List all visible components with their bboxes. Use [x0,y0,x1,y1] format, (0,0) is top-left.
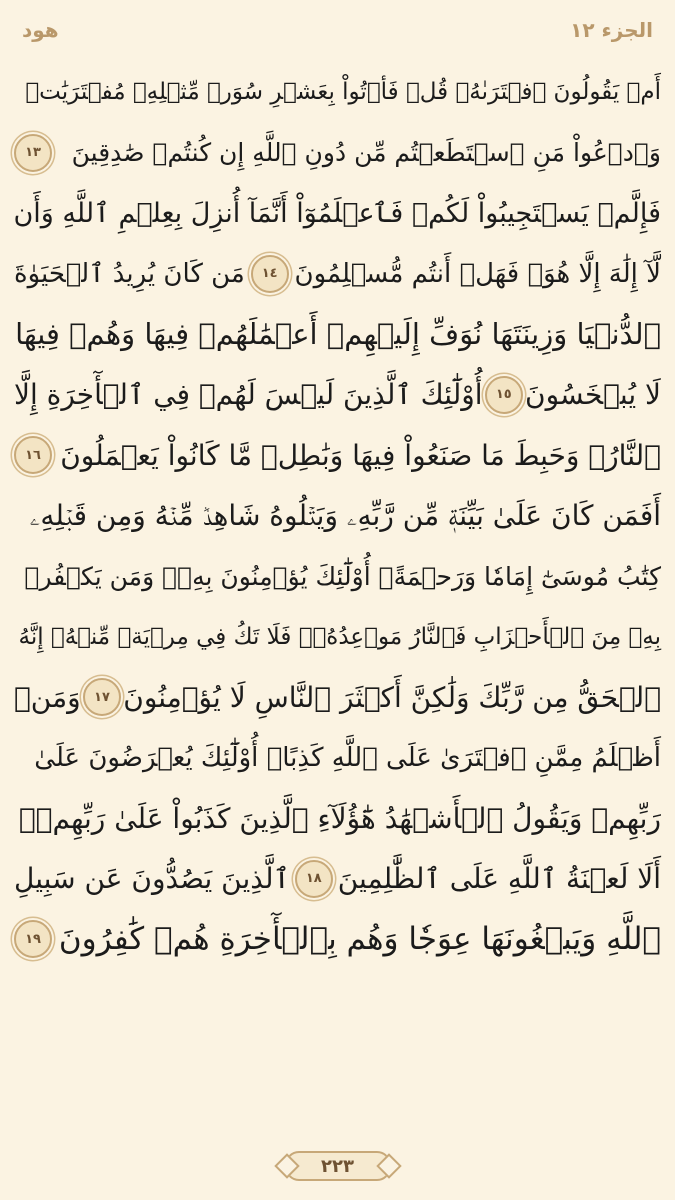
surah-name: هود [22,18,59,42]
text-line [14,486,661,547]
text-line [14,607,661,668]
verse-text: مَن كَانَ يُرِيدُ ٱلۡحَيَوٰةَ [14,258,245,289]
verse-text: بِهِۦ مِنَ ٱلۡأَحۡزَابِ فَٱلنَّارُ مَوۡعِدُهُۥۚ فَلَا تَكُ فِي مِرۡيَةٖ مِّنۡهُۚ إِنَّهُ [18,623,661,650]
text-line [14,849,661,910]
verse-text: لَا يُبۡخَسُونَ [525,378,661,412]
verse-text: ٱلۡحَقُّ مِن رَّبِّكَ وَلَٰكِنَّ أَكۡثَرَ ٱلنَّاسِ لَا يُؤۡمِنُونَ [123,680,661,714]
page-number-badge [285,1151,391,1181]
verse-text: ٱللَّهِ وَيَبۡغُونَهَا عِوَجٗا وَهُم بِٱلۡأٓخِرَةِ هُمۡ كَٰفِرُونَ [58,921,661,958]
ayah-number-marker: ١٥ [485,376,523,414]
text-line [14,546,661,607]
verse-text: أَظۡلَمُ مِمَّنِ ٱفۡتَرَىٰ عَلَى ٱللَّهِ كَذِبًاۚ أُوْلَٰٓئِكَ يُعۡرَضُونَ عَلَىٰ [34,742,661,773]
ayah-number-marker: ١٣ [14,134,52,172]
page-header [0,0,675,60]
verse-text: فَإِلَّمۡ يَسۡتَجِيبُواْ لَكُمۡ فَٱعۡلَمُوٓاْ أَنَّمَآ أُنزِلَ بِعِلۡمِ ٱللَّهِ وَأَن [13,197,661,229]
verse-text: ٱلدُّنۡيَا وَزِينَتَهَا نُوَفِّ إِلَيۡهِمۡ أَعۡمَٰلَهُمۡ فِيهَا وَهُمۡ فِيهَا [15,317,661,352]
verse-text: ٱلَّذِينَ يَصُدُّونَ عَن سَبِيلِ [14,862,290,896]
text-line [14,244,661,305]
verse-text: وَٱدۡعُواْ مَنِ ٱسۡتَطَعۡتُم مِّن دُونِ ٱللَّهِ إِن كُنتُمۡ صَٰدِقِينَ [71,138,661,168]
text-line [14,183,661,244]
verse-text: كِتَٰبُ مُوسَىٰٓ إِمَامٗا وَرَحۡمَةًۚ أُوْلَٰٓئِكَ يُؤۡمِنُونَ بِهِۦۚ وَمَن يَكۡفُرۡ [24,561,661,591]
ayah-number-marker: ١٤ [251,255,289,293]
verse-text: وَمَنۡ [14,680,81,714]
verse-text: رَبِّهِمۡ وَيَقُولُ ٱلۡأَشۡهَٰدُ هَٰٓؤُلَآءِ ٱلَّذِينَ كَذَبُواْ عَلَىٰ رَبِّهِمۡۚ [18,801,661,835]
ayah-number-marker: ١٨ [295,860,333,898]
page-footer [0,1146,675,1186]
verse-text: أَفَمَن كَانَ عَلَىٰ بَيِّنَةٖ مِّن رَّبِّهِۦ وَيَتۡلُوهُ شَاهِدٞ مِّنۡهُ وَمِن قَبۡلِهِۦ [29,498,661,532]
verse-text: ٱلنَّارُۖ وَحَبِطَ مَا صَنَعُواْ فِيهَا وَبَٰطِلٞ مَّا كَانُواْ يَعۡمَلُونَ [60,438,661,472]
text-line [14,123,661,184]
verse-text: أَلَا لَعۡنَةُ ٱللَّهِ عَلَى ٱلظَّٰلِمِينَ [337,862,661,896]
verse-text: أُوْلَٰٓئِكَ ٱلَّذِينَ لَيۡسَ لَهُمۡ فِي ٱلۡأٓخِرَةِ إِلَّا [14,378,483,412]
page-number: ٢٢٣ [321,1155,354,1177]
juz-label: الجزء ١٢ [570,18,653,42]
text-line [14,728,661,789]
ayah-number-marker: ١٧ [83,678,121,716]
text-line [14,304,661,365]
text-line [14,788,661,849]
verse-text: لَّآ إِلَٰهَ إِلَّا هُوَۖ فَهَلۡ أَنتُم مُّسۡلِمُونَ [294,258,661,289]
text-line [14,365,661,426]
quran-page-text [14,62,661,970]
text-line [14,425,661,486]
verse-text: أَمۡ يَقُولُونَ ٱفۡتَرَىٰهُۖ قُلۡ فَأۡتُواْ بِعَشۡرِ سُوَرٖ مِّثۡلِهِۦ مُفۡتَرَيَٰتٖ [25,79,661,106]
ayah-number-marker: ١٩ [14,920,52,958]
text-line [14,62,661,123]
text-line [14,909,661,970]
ayah-number-marker: ١٦ [14,436,52,474]
text-line [14,667,661,728]
